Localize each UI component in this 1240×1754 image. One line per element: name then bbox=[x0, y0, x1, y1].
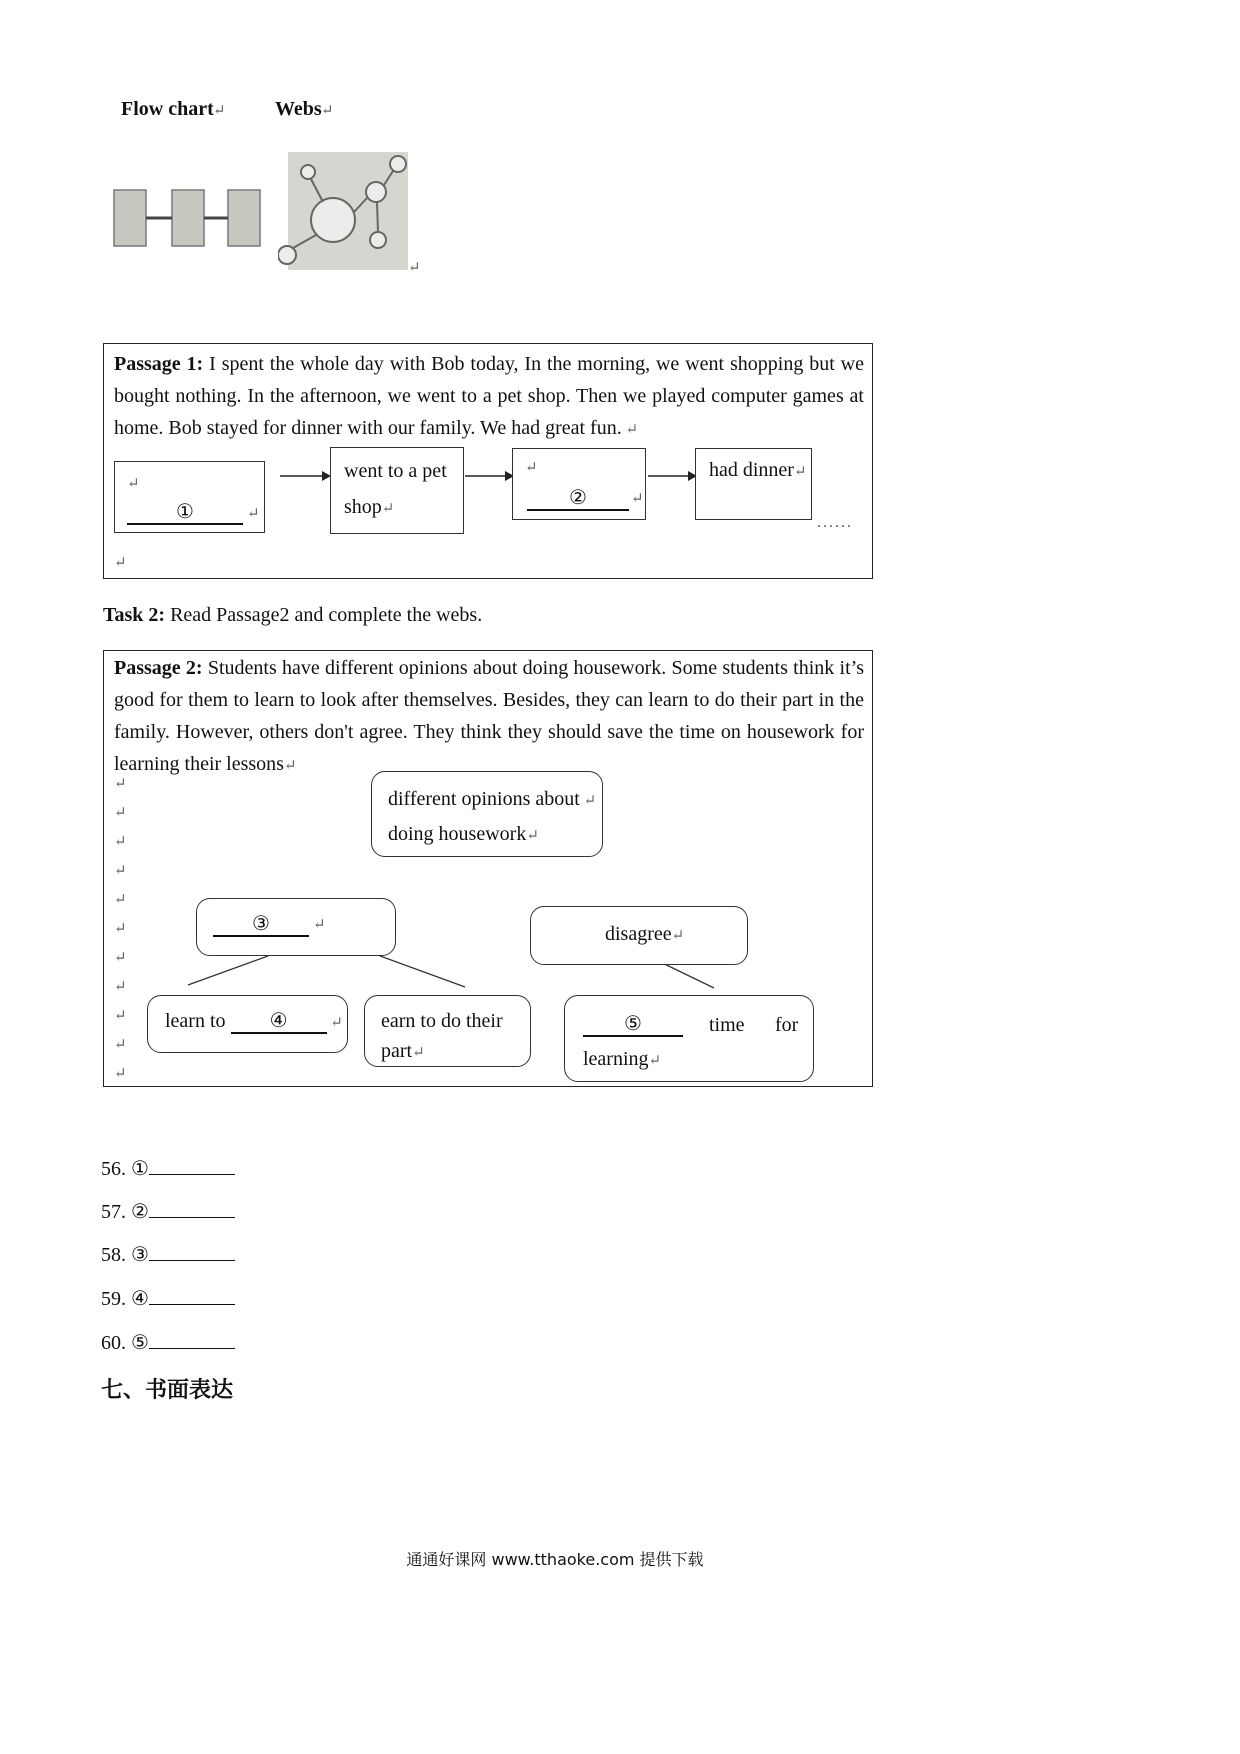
leaf-learn-to-text: learn to ④ ↵ bbox=[165, 1010, 343, 1032]
flow-arrow-1 bbox=[278, 468, 332, 484]
disagree-label: disagree↵ bbox=[605, 923, 685, 945]
answer-59: 59. ④ bbox=[101, 1286, 235, 1311]
answer-58-blank[interactable] bbox=[149, 1242, 235, 1261]
leaf-part-line1: earn to do their bbox=[381, 1010, 503, 1032]
flow-box-2-line1: went to a pet bbox=[344, 460, 447, 482]
paragraph-mark-icon: ↵ bbox=[313, 917, 326, 933]
webs-label: Webs bbox=[275, 98, 322, 120]
passage-1-body: I spent the whole day with Bob today, In the morning, we went shopping but we bought nothing. In the afternoon, we went to a pet shop. Then we played computer games at home. Bob stayed for dinner with our family. We had great fun. bbox=[114, 353, 864, 439]
leaf-part-line2: part↵ bbox=[381, 1040, 425, 1062]
flow-box-2 bbox=[330, 447, 464, 534]
passage-1-label: Passage 1: bbox=[114, 353, 204, 375]
answer-56: 56. ① bbox=[101, 1156, 235, 1181]
answer-57-blank[interactable] bbox=[149, 1199, 235, 1218]
flow-box-4-text: had dinner↵ bbox=[709, 459, 807, 481]
webs-illustration bbox=[278, 150, 413, 275]
paragraph-marks-column: ↵ ↵ ↵ ↵ ↵ ↵ ↵ ↵ ↵ ↵ ↵ bbox=[114, 776, 127, 1082]
paragraph-mark-icon: ↵ bbox=[127, 476, 140, 492]
passage-2-body: Students have different opinions about doing housework. Some students think it’s good for them to learn to look after themselves. Besides, they can learn to do their part in the family. However, others don't agree. They think they should save the time on housework for learning their lessons bbox=[114, 657, 864, 775]
passage-2-text bbox=[114, 652, 864, 782]
answer-60: 60. ⑤ bbox=[101, 1330, 235, 1355]
paragraph-mark-icon: ↵ bbox=[408, 260, 421, 276]
flow-box-3 bbox=[512, 448, 646, 520]
flow-arrow-3 bbox=[646, 468, 698, 484]
flow-chart-label: Flow chart bbox=[121, 98, 214, 120]
paragraph-mark-icon: ↵ bbox=[283, 758, 297, 774]
paragraph-mark-icon: ↵ bbox=[621, 422, 639, 438]
passage-1-text bbox=[114, 348, 864, 446]
web-leaf-do-their-part bbox=[364, 995, 531, 1067]
web-center-line2: doing housework↵ bbox=[388, 823, 539, 845]
paragraph-mark-icon: ↵ bbox=[114, 555, 127, 571]
task-2-instruction: Task 2: Read Passage2 and complete the webs. bbox=[103, 604, 483, 626]
blank-3: ③ bbox=[213, 913, 309, 937]
flow-box-2-line2: shop↵ bbox=[344, 496, 395, 518]
blank-5: ⑤ bbox=[583, 1013, 683, 1037]
answer-57: 57. ② bbox=[101, 1199, 235, 1224]
flow-continuation-dots: ...... bbox=[817, 514, 853, 531]
paragraph-mark-icon: ↵ bbox=[321, 103, 334, 119]
blank-4: ④ bbox=[231, 1010, 327, 1034]
flow-box-4 bbox=[695, 448, 812, 520]
leaf-time-word: time bbox=[709, 1014, 745, 1036]
answer-59-blank[interactable] bbox=[149, 1286, 235, 1305]
passage-2-label: Passage 2: bbox=[114, 657, 203, 679]
section-title: 七、书面表达 bbox=[101, 1378, 234, 1403]
leaf-for-word: for bbox=[775, 1014, 799, 1036]
footer-text: 通通好课网 www.tthaoke.com 提供下载 bbox=[406, 1550, 704, 1569]
blank-1: ① bbox=[127, 501, 243, 525]
paragraph-mark-icon: ↵ bbox=[247, 506, 260, 522]
paragraph-mark-icon: ↵ bbox=[525, 460, 538, 476]
answer-56-blank[interactable] bbox=[149, 1156, 235, 1175]
flow-box-1 bbox=[114, 461, 265, 533]
flow-chart-illustration bbox=[110, 150, 290, 250]
paragraph-mark-icon: ↵ bbox=[631, 491, 644, 507]
paragraph-mark-icon: ↵ bbox=[213, 103, 226, 119]
web-agree-box bbox=[196, 898, 396, 956]
web-leaf-learn-to bbox=[147, 995, 348, 1053]
web-disagree-box bbox=[530, 906, 748, 965]
answer-60-blank[interactable] bbox=[149, 1330, 235, 1349]
answer-58: 58. ③ bbox=[101, 1242, 235, 1267]
leaf-learning-word: learning↵ bbox=[583, 1048, 662, 1070]
web-center-box bbox=[371, 771, 603, 857]
flow-arrow-2 bbox=[463, 468, 515, 484]
web-leaf-save-time bbox=[564, 995, 814, 1082]
web-center-line1: different opinions about ↵ bbox=[388, 788, 597, 810]
blank-2: ② bbox=[527, 487, 629, 511]
